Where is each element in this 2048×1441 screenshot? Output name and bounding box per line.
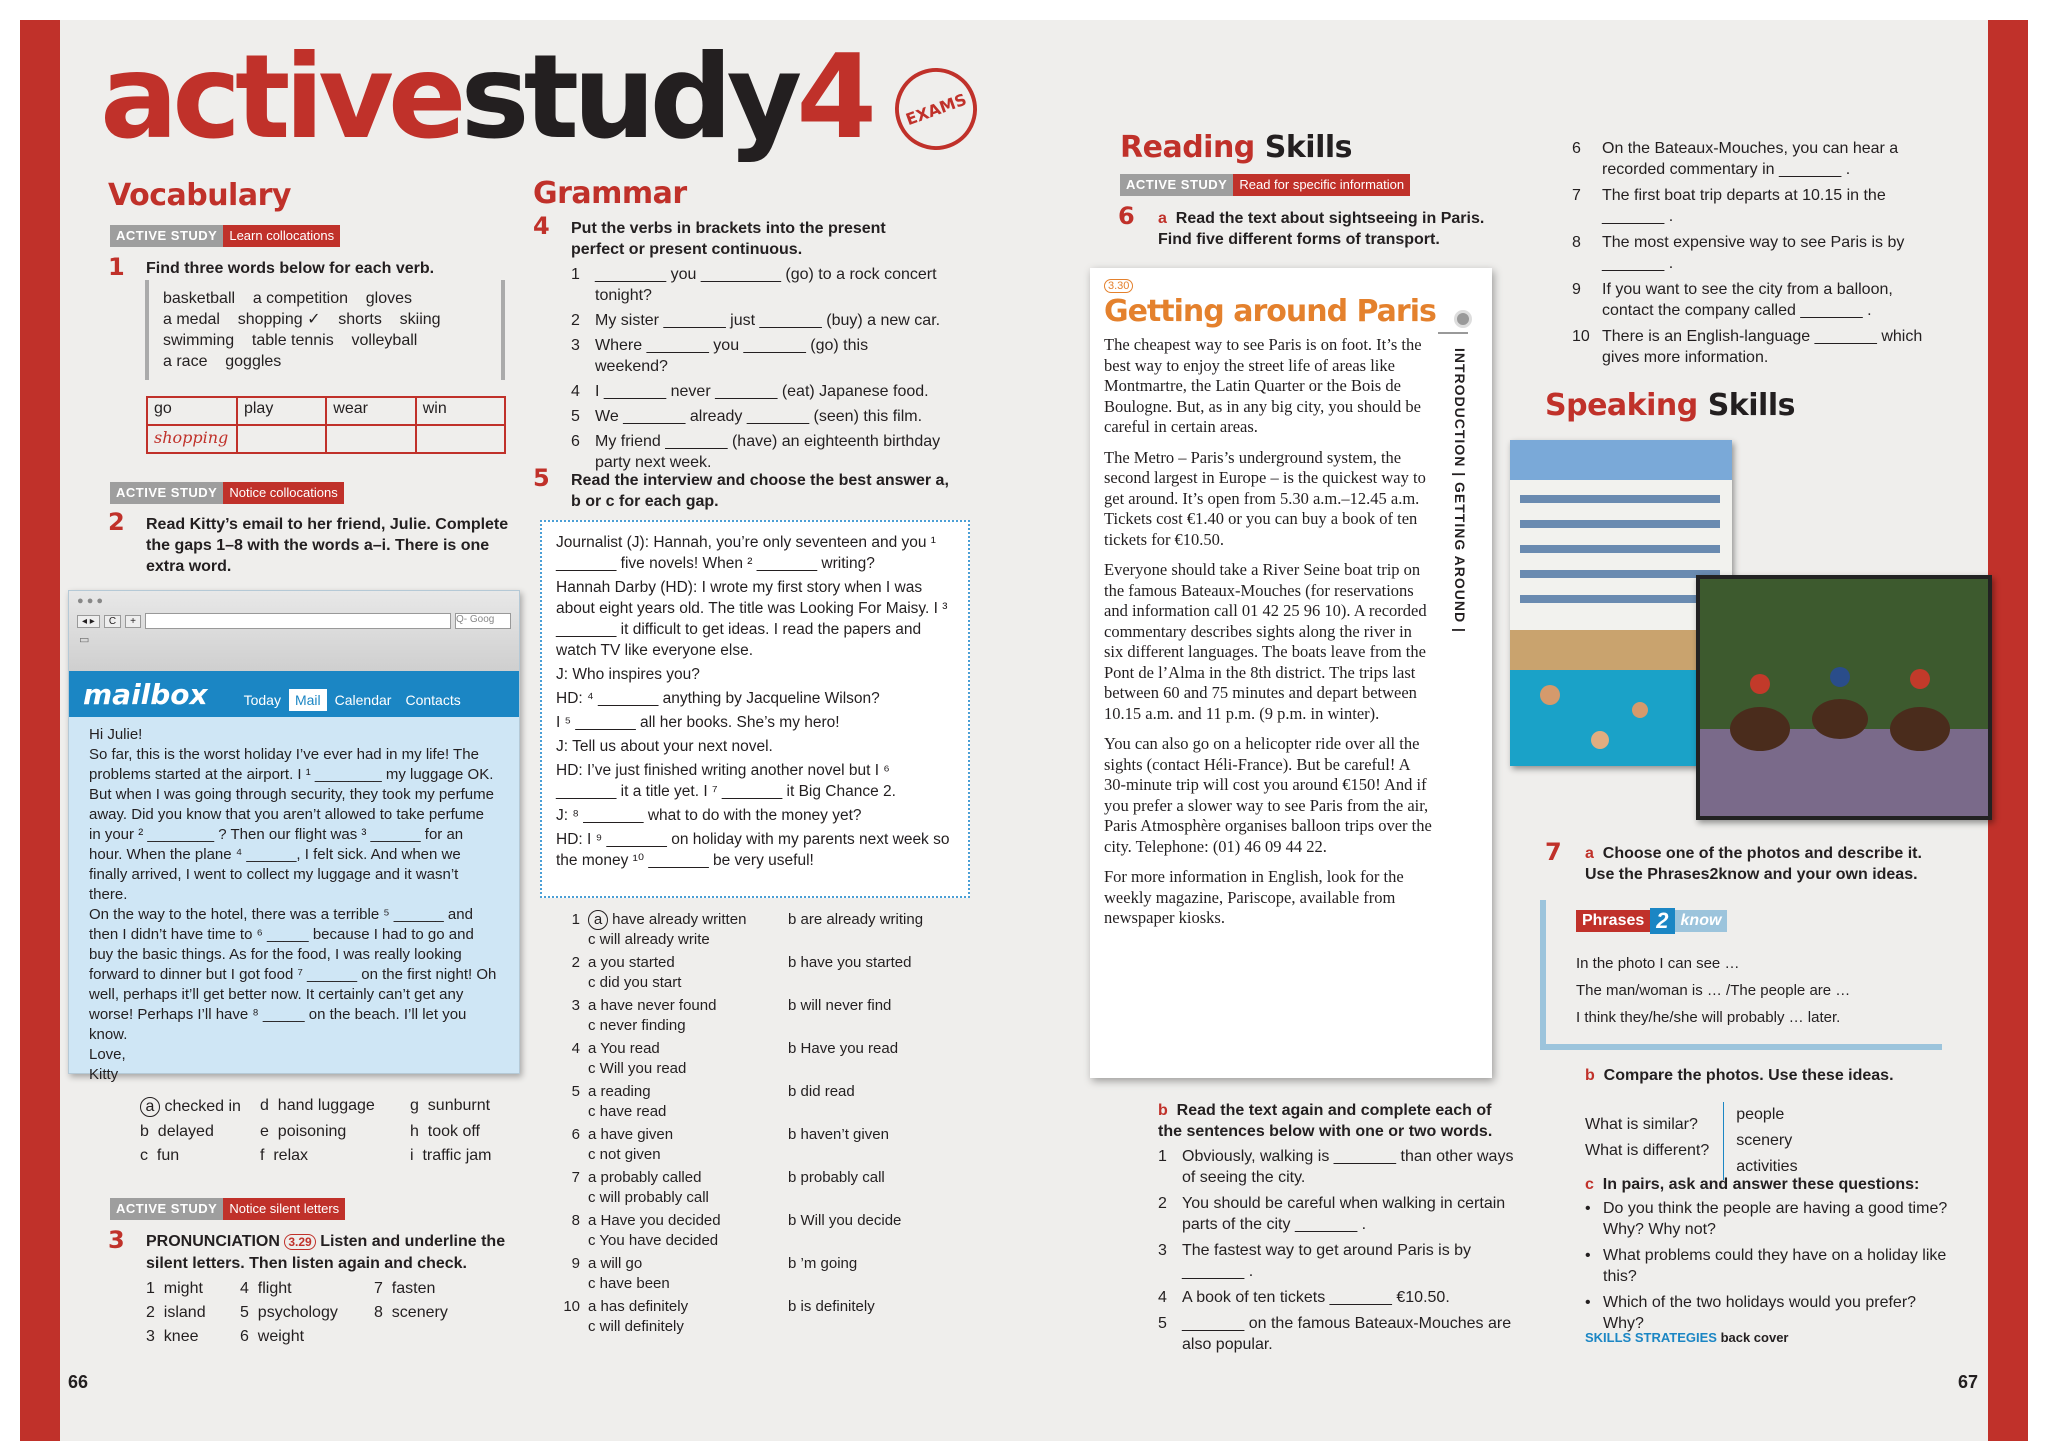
exercise-instruction: c In pairs, ask and answer these questions: <box>1585 1176 1920 1193</box>
active-study-tag: ACTIVE STUDY Read for specific information <box>1120 174 1410 196</box>
table-cell[interactable] <box>416 425 505 453</box>
option-letter: b <box>788 1255 797 1272</box>
answer-row <box>560 953 980 993</box>
interview-line: I ⁵ _______ all her books. She’s my hero! <box>556 714 840 731</box>
option-g: g sunburnt <box>410 1097 491 1114</box>
option-b[interactable] <box>788 1125 988 1145</box>
active-study-tag: ACTIVE STUDY Notice collocations <box>110 482 344 504</box>
option-b[interactable] <box>788 1297 988 1317</box>
option-letter: c <box>588 1189 596 1206</box>
option-letter: b <box>788 997 797 1014</box>
option-letter: c <box>588 1275 596 1292</box>
exercise-number: 3 <box>108 1226 125 1254</box>
compare-question: What is different? <box>1585 1142 1710 1159</box>
exams-stamp: EXAMS <box>883 56 988 161</box>
list-item: 5 _______ on the famous Bateaux-Mouches are also popular. <box>1158 1315 1512 1353</box>
list-item: 1 Obviously, walking is _______ than other ways of seeing the city. <box>1158 1148 1514 1186</box>
idea-list <box>1724 1102 1797 1180</box>
left-red-margin <box>20 20 60 1441</box>
option-b[interactable] <box>788 953 988 973</box>
option-text: reading <box>600 1083 651 1100</box>
reading-skills-heading: Reading Skills <box>1120 130 1352 165</box>
option-text: have you started <box>800 954 912 971</box>
tab-today[interactable]: Today <box>243 692 281 708</box>
option-a[interactable] <box>588 1082 788 1102</box>
article-title: Getting around Paris <box>1104 294 1436 329</box>
divider <box>1540 900 1546 1050</box>
word-line: swimming table tennis volleyball <box>163 332 418 349</box>
interview-line: J: Tell us about your next novel. <box>556 738 773 755</box>
divider <box>1540 1044 1942 1050</box>
exercise-number: 7 <box>1545 838 1562 866</box>
option-a[interactable] <box>588 910 788 930</box>
exercise-instruction: Find three words below for each verb. <box>146 260 435 277</box>
option-a[interactable] <box>588 1254 788 1274</box>
horse-photo-image <box>1700 579 1988 816</box>
audio-track-icon[interactable]: 3.29 <box>284 1234 315 1250</box>
list-item: 10 There is an English-language _______ which gives more information. <box>1572 328 1923 366</box>
address-bar[interactable] <box>145 613 451 629</box>
table-head-wear: wear <box>326 397 415 425</box>
idea: activities <box>1736 1158 1798 1175</box>
answer-row <box>560 1039 980 1079</box>
option-letter: c <box>588 1318 596 1335</box>
word-item: 7 fasten <box>374 1280 436 1297</box>
word-item: 6 weight <box>240 1328 305 1345</box>
option-a[interactable] <box>588 996 788 1016</box>
option-letter: a <box>588 1298 597 1315</box>
option-text: have never found <box>600 997 717 1014</box>
exercise-instruction: Put the verbs in brackets into the present perfect or present continuous. <box>571 220 886 258</box>
option-text: Have you decided <box>600 1212 721 1229</box>
option-letter: a <box>588 1040 597 1057</box>
back-forward-icon[interactable]: ◂ ▸ <box>77 615 100 628</box>
interview-line: HD: I’ve just finished writing another novel but I ⁶ _______ it a title yet. I ⁷ _______ it Big Chance 2. <box>556 762 896 800</box>
compare-question: What is similar? <box>1585 1116 1698 1133</box>
interview-line: HD: I ⁹ _______ on holiday with my parents next week so the money ¹⁰ _______ be very useful! <box>556 831 950 869</box>
option-text: did you start <box>599 974 682 991</box>
grammar-heading: Grammar <box>533 176 687 211</box>
divider <box>1438 332 1468 334</box>
option-c[interactable] <box>588 930 988 950</box>
email-paragraph: On the way to the hotel, there was a terrible ⁵ ______ and then I didn’t have time to ⁶ _____ because I had to go and buy the basic things. As for the food, I was really looking forward to dinner but I got food ⁷ ______ on the first night! Oh well, perhaps it’ll get better now. It certainly can’t get any worse! Perhaps I’ll have ⁸ _____ on the beach. I’ll let you know. <box>89 906 497 1043</box>
option-text: ’m going <box>800 1255 858 1272</box>
option-d: d hand luggage <box>260 1097 375 1114</box>
answer-row <box>560 910 980 950</box>
handwritten-answer[interactable]: shopping <box>147 425 237 453</box>
page-number-right: 67 <box>1958 1372 1979 1392</box>
answer-number: 7 <box>571 1169 580 1186</box>
option-letter: c <box>588 1017 596 1034</box>
option-text: haven’t given <box>800 1126 889 1143</box>
exercise-instruction: Read Kitty’s email to her friend, Julie. Complete the gaps 1–8 with the words a–i. There is one extra word. <box>146 516 509 575</box>
idea: scenery <box>1736 1132 1793 1149</box>
exercise-number: 2 <box>108 508 125 536</box>
option-a[interactable] <box>588 1211 788 1231</box>
option-a: a checked in <box>140 1097 260 1117</box>
option-a[interactable] <box>588 953 788 973</box>
answer-row <box>560 996 980 1036</box>
exercise-instruction: Read the interview and choose the best answer a, b or c for each gap. <box>571 472 949 510</box>
article-paragraph: You can also go on a helicopter ride over all the sights (contact Héli-France). But be careful! A 30-minute trip will cost you around €150! And if you prefer a slower way to see Paris from the air, Paris Atmosphère organises balloon trips over the city. Telephone: (01) 46 09 44 22. <box>1104 734 1432 856</box>
word-item: 8 scenery <box>374 1304 448 1321</box>
word-item: 3 knee <box>146 1328 199 1345</box>
option-c: c fun <box>140 1147 180 1164</box>
email-signature: Kitty <box>89 1066 119 1083</box>
answer-number: 4 <box>571 1040 580 1057</box>
speaking-skills-heading: Speaking Skills <box>1545 388 1795 423</box>
table-cell[interactable] <box>237 425 326 453</box>
side-tab: INTRODUCTION | GETTING AROUND | <box>1452 348 1468 633</box>
article-paragraph: The cheapest way to see Paris is on foot. It’s the best way to enjoy the street life of areas like Montmartre, the Latin Quarter or the Bois de Boulogne. But, as in any big city, you should be careful in certain areas. <box>1104 335 1422 436</box>
list-item: 4 A book of ten tickets _______ €10.50. <box>1158 1289 1450 1306</box>
option-i: i traffic jam <box>410 1147 492 1164</box>
option-letter: c <box>588 1232 596 1249</box>
option-text: Will you read <box>599 1060 687 1077</box>
option-e: e poisoning <box>260 1123 347 1140</box>
option-c[interactable] <box>588 1231 988 1251</box>
option-letter: a <box>588 1212 597 1229</box>
reload-icon[interactable]: C <box>104 615 121 628</box>
compare-questions <box>1585 1102 1724 1180</box>
word-line: a medal shopping ✓ shorts skiing <box>163 311 441 328</box>
interview-line: J: Who inspires you? <box>556 666 700 683</box>
answer-row <box>560 1297 980 1337</box>
word-item: 2 island <box>146 1304 206 1321</box>
window-chrome <box>69 591 519 671</box>
option-letter: b <box>788 1212 797 1229</box>
option-text: have been <box>599 1275 670 1292</box>
answer-number: 8 <box>571 1212 580 1229</box>
option-letter: a <box>588 954 597 971</box>
option-text: will go <box>600 1255 643 1272</box>
word-line: basketball a competition gloves <box>163 290 413 307</box>
option-text: probably call <box>800 1169 885 1186</box>
option-letter: b <box>788 1298 797 1315</box>
option-text: You read <box>600 1040 660 1057</box>
option-b[interactable] <box>788 910 988 930</box>
option-text: are already writing <box>800 911 924 928</box>
option-b[interactable] <box>788 1254 988 1274</box>
word-item: 5 psychology <box>240 1304 338 1321</box>
list-item: • What problems could they have on a holiday like this? <box>1585 1247 1947 1285</box>
answer-number: 9 <box>571 1255 580 1272</box>
word-item: 4 flight <box>240 1280 292 1297</box>
phrases-box <box>1540 900 1942 1050</box>
phrases-list <box>1576 950 1850 1031</box>
table-cell[interactable] <box>326 425 415 453</box>
verb-table <box>146 396 506 454</box>
option-c[interactable] <box>588 973 988 993</box>
answer-row <box>560 1254 980 1294</box>
option-a[interactable] <box>588 1039 788 1059</box>
interview-line: HD: ⁴ _______ anything by Jacqueline Wilson? <box>556 690 880 707</box>
option-c[interactable] <box>588 1188 988 1208</box>
exercise-instruction: a Read the text about sightseeing in Paris. Find five different forms of transport. <box>1158 210 1485 248</box>
option-letter: b <box>788 1040 797 1057</box>
option-letter: b <box>788 1126 797 1143</box>
option-letter: c <box>588 931 596 948</box>
exercise-number: 1 <box>108 253 125 281</box>
option-b[interactable] <box>788 1082 988 1102</box>
sentence-list <box>1572 138 1932 368</box>
exercise-number: 4 <box>533 212 550 240</box>
option-letter: a <box>588 1083 597 1100</box>
list-item: 4 I _______ never _______ (eat) Japanese food. <box>571 383 929 400</box>
list-item: 1 ________ you _________ (go) to a rock concert tonight? <box>571 266 937 304</box>
option-b[interactable] <box>788 1039 988 1059</box>
answer-number: 6 <box>571 1126 580 1143</box>
interview-line: Journalist (J): Hannah, you’re only seventeen and you ¹ _______ five novels! When ² _______ writing? <box>556 534 936 572</box>
reading-article <box>1090 268 1492 1078</box>
option-c[interactable] <box>588 1059 988 1079</box>
option-f: f relax <box>260 1147 309 1164</box>
question-list <box>1585 1198 1955 1334</box>
pronunciation-words <box>146 1280 476 1346</box>
list-item: 6 On the Bateaux-Mouches, you can hear a recorded commentary in _______ . <box>1572 140 1899 178</box>
list-item: 9 If you want to see the city from a balloon, contact the company called _______ . <box>1572 281 1893 319</box>
exercise-instruction: b Read the text again and complete each of the sentences below with one or two words. <box>1158 1102 1493 1140</box>
option-text: have read <box>599 1103 667 1120</box>
list-item: 2 You should be careful when walking in certain parts of the city _______ . <box>1158 1195 1506 1233</box>
option-text: will definitely <box>599 1318 684 1335</box>
option-text: probably called <box>600 1169 702 1186</box>
bookmark-icon[interactable]: ▭ <box>79 634 90 646</box>
option-letter: a <box>588 910 608 930</box>
answer-number: 1 <box>571 911 580 928</box>
article-paragraph: For more information in English, look for the weekly magazine, Pariscope, available from newspaper kiosks. <box>1104 867 1404 927</box>
word-item: 1 might <box>146 1280 203 1297</box>
list-item: • Do you think the people are having a good time? Why? Why not? <box>1585 1200 1948 1238</box>
bullet-icon <box>1454 310 1472 328</box>
phrases2know-badge: Phrases 2 know <box>1576 908 1727 934</box>
option-text: will already write <box>599 931 710 948</box>
article-body <box>1090 329 1492 929</box>
list-item: 6 My friend _______ (have) an eighteenth birthday party next week. <box>571 433 941 471</box>
option-text: never finding <box>599 1017 686 1034</box>
option-c[interactable] <box>588 1317 988 1337</box>
mailbox-window <box>68 590 520 1083</box>
option-h: h took off <box>410 1123 480 1140</box>
option-text: is definitely <box>800 1298 875 1315</box>
option-text: has definitely <box>600 1298 689 1315</box>
option-text: Have you read <box>800 1040 899 1057</box>
add-icon[interactable]: + <box>125 615 141 628</box>
option-text: Will you decide <box>800 1212 902 1229</box>
exercise-instruction: PRONUNCIATION 3.29 Listen and underline the silent letters. Then listen again and check. <box>146 1233 506 1272</box>
interview-line: Hannah Darby (HD): I wrote my first story when I was about eight years old. The title was Looking For Maisy. I ³ _______ it difficult to get ideas. I read the papers and watch TV like everyone else. <box>556 579 948 659</box>
interview-box <box>540 520 970 898</box>
option-letter: c <box>588 974 596 991</box>
mailbox-header <box>69 671 519 717</box>
email-paragraph: So far, this is the worst holiday I’ve ever had in my life! The problems started at the airport. I ¹ ________ my luggage OK. But when I was going through security, they took my perfume away. Did you know that you aren’t allowed to take perfume in your ² ________ ? Then our flight was ³ ______ for an hour. When the plane ⁴ ______, I felt sick. And when we finally arrived, I went to collect my luggage and it wasn’t there. <box>89 746 494 903</box>
option-text: will never find <box>800 997 892 1014</box>
email-line: Hi Julie! <box>89 726 143 743</box>
option-letter: b <box>788 911 797 928</box>
audio-track-icon[interactable]: 3.30 <box>1104 279 1133 293</box>
sentence-list <box>1158 1146 1518 1355</box>
phrase: I think they/he/she will probably … later. <box>1576 1009 1841 1026</box>
horse-riding-photo <box>1696 575 1992 820</box>
option-b[interactable] <box>788 1168 988 1188</box>
mailbox-logo: mailbox <box>83 678 208 711</box>
exercise-number: 5 <box>533 464 550 492</box>
table-head-go: go <box>147 397 237 425</box>
option-text: did read <box>800 1083 855 1100</box>
active-study-tag: ACTIVE STUDY Notice silent letters <box>110 1198 345 1220</box>
list-item: 7 The first boat trip departs at 10.15 in the _______ . <box>1572 187 1886 225</box>
word-line: a race goggles <box>163 353 282 370</box>
interview-line: J: ⁸ _______ what to do with the money yet? <box>556 807 862 824</box>
skills-strategies-link[interactable]: SKILLS STRATEGIES back cover <box>1585 1330 1789 1345</box>
table-head-win: win <box>416 397 505 425</box>
option-text: you started <box>600 954 675 971</box>
search-input[interactable]: Q- Goog <box>455 613 511 629</box>
tab-mail[interactable]: Mail <box>289 689 327 711</box>
option-b[interactable] <box>788 996 988 1016</box>
option-letter: a <box>588 997 597 1014</box>
option-letter: a <box>588 1169 597 1186</box>
exercise-instruction: b Compare the photos. Use these ideas. <box>1585 1067 1894 1084</box>
idea: people <box>1736 1106 1785 1123</box>
right-red-margin <box>1988 20 2028 1441</box>
answer-row <box>560 1168 980 1208</box>
option-text: have already written <box>612 911 747 928</box>
option-c[interactable] <box>588 1016 988 1036</box>
option-letter: b <box>788 954 797 971</box>
option-letter: a <box>588 1255 597 1272</box>
page-number-left: 66 <box>68 1372 89 1392</box>
active-study-tag: ACTIVE STUDY Learn collocations <box>110 225 340 247</box>
answer-number: 10 <box>563 1298 580 1315</box>
compare-ideas <box>1585 1102 1798 1180</box>
option-a[interactable] <box>588 1297 788 1317</box>
option-text: not given <box>599 1146 661 1163</box>
option-letter: c <box>588 1103 596 1120</box>
answer-number: 5 <box>571 1083 580 1100</box>
multiple-choice-list <box>560 910 980 1340</box>
list-item: 3 The fastest way to get around Paris is by _______ . <box>1158 1242 1472 1280</box>
option-b[interactable] <box>788 1211 988 1231</box>
list-item: • Which of the two holidays would you prefer? Why? <box>1585 1294 1917 1332</box>
option-text: will probably call <box>599 1189 709 1206</box>
list-item: 3 Where _______ you _______ (go) this weekend? <box>571 337 869 375</box>
list-item: 2 My sister _______ just _______ (buy) a new car. <box>571 312 941 329</box>
article-paragraph: The Metro – Paris’s underground system, the second largest in Europe – is the quickest way to get around. It’s open from 5.30 a.m.–12.45 a.m. Tickets cost €1.40 or you can buy a book of ten tickets for €10.50. <box>1104 447 1426 549</box>
option-c[interactable] <box>588 1274 988 1294</box>
option-b: b delayed <box>140 1123 214 1140</box>
option-text: have given <box>600 1126 674 1143</box>
option-a[interactable] <box>588 1168 788 1188</box>
answer-row <box>560 1211 980 1251</box>
email-options-list <box>140 1097 540 1165</box>
list-item: 8 The most expensive way to see Paris is by _______ . <box>1572 234 1905 272</box>
answer-number: 2 <box>571 954 580 971</box>
exercise-instruction: a Choose one of the photos and describe it. Use the Phrases2know and your own ideas. <box>1585 845 1922 883</box>
word-box <box>145 280 505 380</box>
option-c[interactable] <box>588 1145 988 1165</box>
answer-row <box>560 1125 980 1165</box>
option-letter: c <box>588 1060 596 1077</box>
answer-number: 3 <box>571 997 580 1014</box>
email-signoff: Love, <box>89 1046 126 1063</box>
option-c[interactable] <box>588 1102 988 1122</box>
email-body <box>69 717 519 1093</box>
traffic-lights-icon[interactable]: ● ● ● <box>77 595 104 607</box>
phrase: The man/woman is … /The people are … <box>1576 982 1851 999</box>
gap-fill-list <box>571 264 941 477</box>
table-head-play: play <box>237 397 326 425</box>
option-text: You have decided <box>599 1232 719 1249</box>
option-letter: b <box>788 1169 797 1186</box>
option-letter: a <box>588 1126 597 1143</box>
list-item: 5 We _______ already _______ (seen) this film. <box>571 408 923 425</box>
option-letter: c <box>588 1146 596 1163</box>
tab-calendar[interactable]: Calendar <box>334 692 392 708</box>
option-a[interactable] <box>588 1125 788 1145</box>
phrase: In the photo I can see … <box>1576 955 1740 972</box>
vocabulary-heading: Vocabulary <box>108 178 291 213</box>
answer-row <box>560 1082 980 1122</box>
page-title: activestudy4 <box>100 30 871 165</box>
option-letter: b <box>788 1083 797 1100</box>
exercise-number: 6 <box>1118 202 1135 230</box>
tab-contacts[interactable]: Contacts <box>405 692 461 708</box>
article-paragraph: Everyone should take a River Seine boat trip on the famous Bateaux-Mouches (for reservations and information call 01 42 25 96 10). A recorded commentary describes sights along the river in six different languages. The boats leave from the Pont de l’Alma in the 8th district. The trips last between 60 and 75 minutes and depart between 10.15 a.m. and 11 p.m. (9 p.m. in winter). <box>1104 560 1427 723</box>
